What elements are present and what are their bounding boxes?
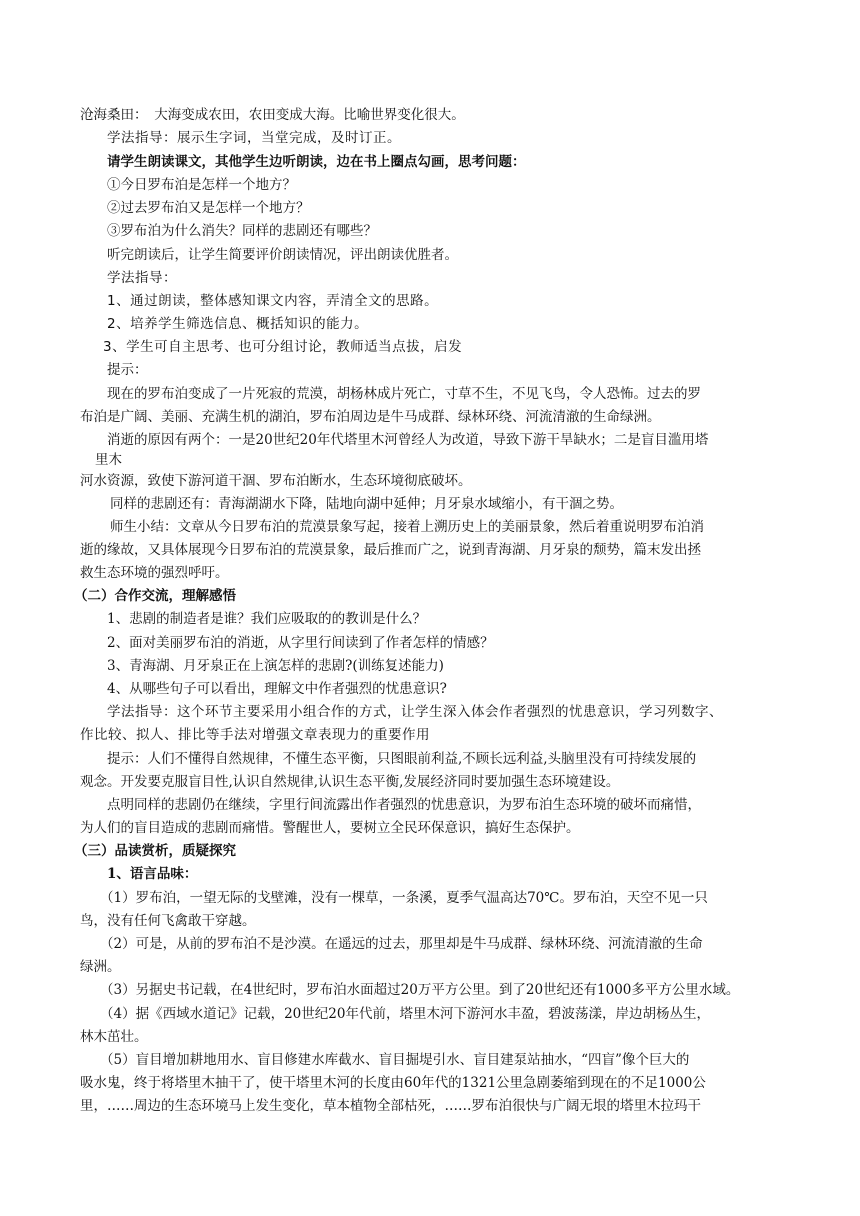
example-4-line-1: （4）据《西域水道记》记载，20世纪20年代前，塔里木河下游河水丰盈，碧波荡漾，岸边胡杨丛生， [100, 1006, 710, 1022]
language-heading: 1、语言品味： [107, 866, 198, 882]
summary-line-1: 师生小结：文章从今日罗布泊的荒漠景象写起，接着上溯历史上的美丽景象，然后着重说明罗布泊消 [110, 519, 704, 535]
example-3-line-1: （3）另据史书记载，在4世纪时，罗布泊水面超过20万平方公里。到了20世纪还有1000多平方公里水域。 [100, 982, 740, 998]
vocab-canghai-line: 沧海桑田： 大海变成农田，农田变成大海。比喻世界变化很大。 [80, 107, 465, 123]
summary-line-3: 救生态环境的强烈呼吁。 [80, 565, 229, 581]
point-line-2: 为人们的盲目造成的悲剧而痛惜。警醒世人，要树立全民环保意识，搞好生态保护。 [80, 820, 580, 836]
hint-heading: 提示： [107, 362, 148, 378]
discussion-q2: 2、面对美丽罗布泊的消逝，从字里行间读到了作者怎样的情感？ [107, 635, 494, 651]
example-5-line-3: 里，……周边的生态环境马上发生变化，草本植物全部枯死，……罗布泊很快与广阔无垠的塔里木拉玛干 [80, 1098, 701, 1114]
guide-point-3: 3、学生可自主思考、也可分组讨论，教师适当点拔，启发 [103, 339, 463, 355]
discussion-q4: 4、从哪些句子可以看出，理解文中作者强烈的忧患意识? [107, 681, 447, 697]
cause-line-2: 里木 [95, 452, 122, 468]
study-guide-2-line-2: 作比较、拟人、排比等手法对增强文章表现力的重要作用 [80, 727, 430, 743]
discussion-q1: 1、悲剧的制造者是谁？我们应吸取的的教训是什么？ [107, 611, 427, 627]
section-3-heading: （三）品读赏析，质疑探究 [74, 843, 236, 859]
example-5-line-2: 吸水鬼，终于将塔里木抽干了，使干塔里木河的长度由60年代的1321公里急剧萎缩到现在的不足1000公 [80, 1075, 706, 1091]
evaluation-line: 听完朗读后，让学生简要评价朗读情况，评出朗读优胜者。 [107, 247, 458, 263]
study-guide-heading: 学法指导： [107, 270, 177, 286]
example-2-line-2: 绿洲。 [80, 959, 121, 975]
example-1-line-1: （1）罗布泊，一望无际的戈壁滩，没有一棵草，一条溪，夏季气温高达70℃。罗布泊，天空不见一只 [100, 890, 708, 906]
guide-point-1: 1、通过朗读，整体感知课文内容，弄清全文的思路。 [107, 293, 439, 309]
discussion-q3: 3、青海湖、月牙泉正在上演怎样的悲剧?(训练复述能力) [107, 658, 444, 674]
cause-line-1: 消逝的原因有两个：一是20世纪20年代塔里木河曾经人为改道，导致下游干旱缺水；二是盲目滥用塔 [107, 432, 709, 448]
hint-para-1-line-2: 布泊是广阔、美丽、充满生机的湖泊，罗布泊周边是牛马成群、绿林环绕、河流清澈的生命绿洲。 [80, 409, 661, 425]
summary-line-2: 逝的缘故，又具体展现今日罗布泊的荒漠景象，最后推而广之，说到青海湖、月牙泉的颓势，篇末发出拯 [80, 542, 701, 558]
hint-2-line-2: 观念。开发要克服盲目性,认识自然规律,认识生态平衡,发展经济同时要加强生态环境建设。 [80, 774, 620, 790]
study-guide-2-line-1: 学法指导：这个环节主要采用小组合作的方式，让学生深入体会作者强烈的忧患意识，学习列数字、 [107, 704, 723, 720]
cause-line-3: 河水资源，致使下游河道干涸、罗布泊断水，生态环境彻底破坏。 [80, 473, 472, 489]
point-line-1: 点明同样的悲剧仍在继续，字里行间流露出作者强烈的忧患意识，为罗布泊生态环境的破坏而痛惜， [107, 797, 701, 813]
hint-2-line-1: 提示：人们不懂得自然规律，不懂生态平衡，只图眼前利益,不顾长远利益,头脑里没有可持续发展的 [107, 751, 697, 767]
question-3: ③罗布泊为什么消失？同样的悲剧还有哪些？ [107, 223, 377, 239]
hint-para-1-line-1: 现在的罗布泊变成了一片死寂的荒漠，胡杨林成片死亡，寸草不生，不见飞鸟，令人恐怖。过去的罗 [107, 386, 701, 402]
example-2-line-1: （2）可是，从前的罗布泊不是沙漠。在遥远的过去，那里却是牛马成群、绿林环绕、河流清澈的生命 [100, 936, 703, 952]
example-1-line-2: 鸟，没有任何飞禽敢干穿越。 [80, 913, 256, 929]
example-4-line-2: 林木茁壮。 [80, 1029, 148, 1045]
guide-point-2: 2、培养学生筛选信息、概括知识的能力。 [107, 316, 369, 332]
study-guide-1: 学法指导：展示生字词，当堂完成，及时订正。 [107, 130, 401, 146]
question-1: ①今日罗布泊是怎样一个地方？ [107, 177, 296, 193]
reading-instruction: 请学生朗读课文，其他学生边听朗读，边在书上圈点勾画，思考问题： [107, 154, 526, 170]
question-2: ②过去罗布泊又是怎样一个地方？ [107, 200, 310, 216]
section-2-heading: （二）合作交流，理解感悟 [74, 588, 236, 604]
same-tragedy-line: 同样的悲剧还有：青海湖湖水下降，陆地向湖中延伸；月牙泉水域缩小，有干涸之势。 [110, 496, 623, 512]
example-5-line-1: （5）盲目增加耕地用水、盲目修建水库截水、盲目掘堤引水、盲目建泵站抽水，“四盲”像个巨大的 [100, 1052, 690, 1068]
